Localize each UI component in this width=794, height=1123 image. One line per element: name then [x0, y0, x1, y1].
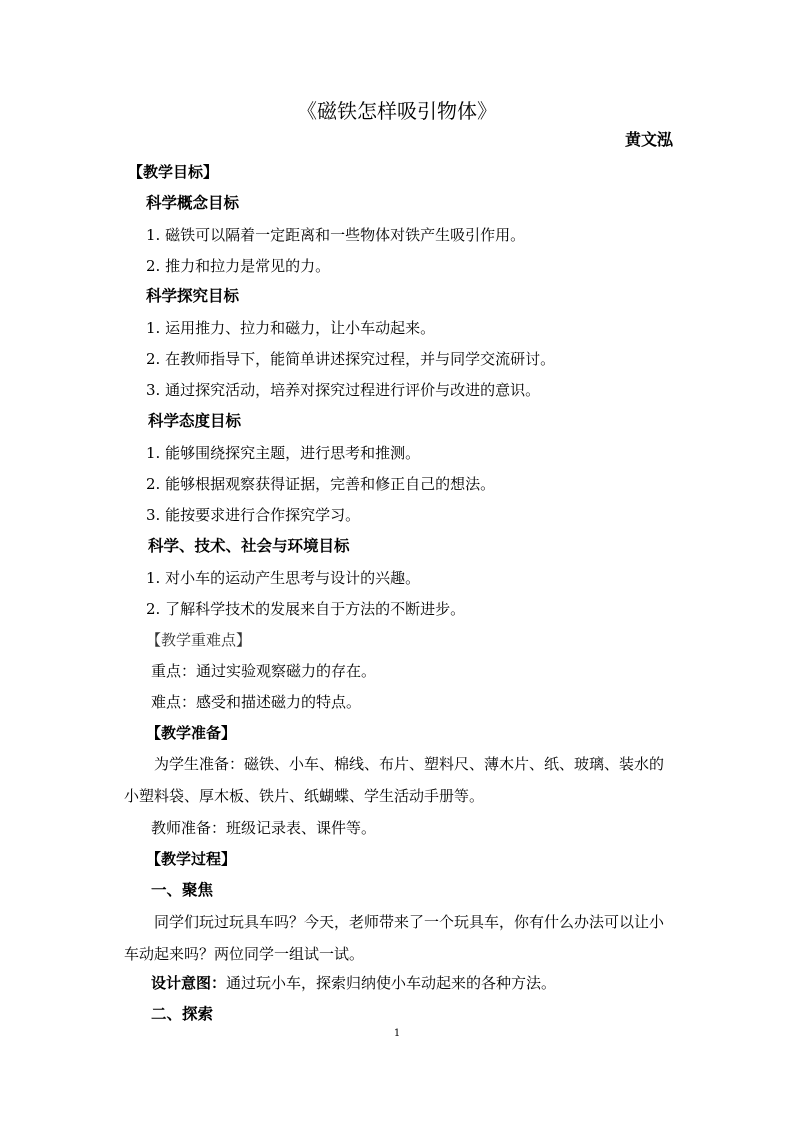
step-heading-explore: 二、探索 [151, 1004, 214, 1023]
section-heading-goals: 【教学目标】 [128, 163, 219, 181]
list-item: 2. 在教师指导下，能简单讲述探究过程，并与同学交流研讨。 [146, 350, 556, 368]
key-point: 重点：通过实验观察磁力的存在。 [151, 662, 377, 680]
list-item: 2. 推力和拉力是常见的力。 [146, 257, 331, 275]
focus-paragraph: 同学们玩过玩具车吗？今天，老师带来了一个玩具车，你有什么办法可以让小车动起来吗？两位同学一组试一试。 [124, 913, 665, 963]
design-intent-label: 设计意图： [151, 974, 227, 992]
subheading-sts: 科学、技术、社会与环境目标 [148, 536, 350, 555]
list-item: 1. 能够围绕探究主题，进行思考和推测。 [146, 444, 421, 462]
design-intent-text: 通过玩小车，探索归纳使小车动起来的各种方法。 [226, 974, 557, 992]
list-item: 1. 磁铁可以隔着一定距离和一些物体对铁产生吸引作用。 [146, 226, 526, 244]
section-heading-process: 【教学过程】 [146, 850, 237, 868]
difficult-point: 难点：感受和描述磁力的特点。 [151, 693, 362, 711]
list-item: 1. 对小车的运动产生思考与设计的兴趣。 [146, 569, 421, 587]
subheading-inquiry: 科学探究目标 [146, 286, 240, 305]
subheading-concept: 科学概念目标 [146, 193, 240, 212]
step-heading-focus: 一、聚焦 [151, 880, 214, 899]
subheading-attitude: 科学态度目标 [148, 411, 242, 430]
list-item: 1. 运用推力、拉力和磁力，让小车动起来。 [146, 319, 436, 337]
document-title: 《磁铁怎样吸引物体》 [297, 99, 497, 123]
list-item: 3. 通过探究活动，培养对探究过程进行评价与改进的意识。 [146, 381, 541, 399]
prep-students-paragraph: 为学生准备：磁铁、小车、棉线、布片、塑料尺、薄木片、纸、玻璃、装水的小塑料袋、厚木板、铁片、纸蝴蝶、学生活动手册等。 [124, 755, 665, 805]
list-item: 2. 了解科学技术的发展来自于方法的不断进步。 [146, 600, 466, 618]
author-name: 黄文泓 [624, 130, 673, 149]
prep-teacher: 教师准备：班级记录表、课件等。 [151, 819, 377, 837]
page-number: 1 [393, 1028, 401, 1039]
list-item: 3. 能按要求进行合作探究学习。 [146, 506, 361, 524]
section-heading-prep: 【教学准备】 [146, 724, 237, 742]
design-intent [151, 973, 556, 993]
list-item: 2. 能够根据观察获得证据，完善和修正自己的想法。 [146, 475, 496, 493]
section-heading-keypoints: 【教学重难点】 [146, 631, 252, 649]
